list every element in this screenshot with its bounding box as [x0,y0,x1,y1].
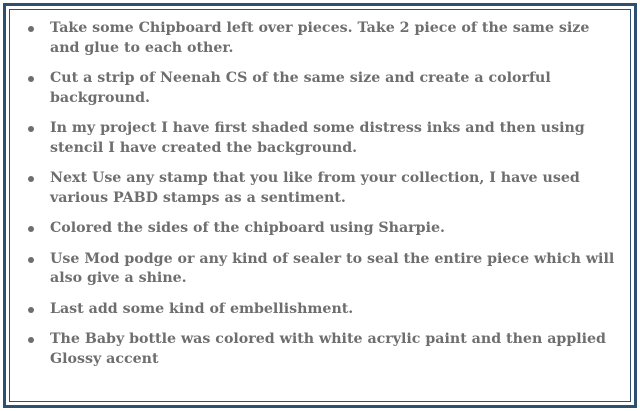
list-item [10,69,630,108]
step-text: In my project I have first shaded some distress inks and then using stencil I have created the background. [50,120,585,156]
instruction-list [10,19,630,380]
bullet-icon [28,26,34,32]
instructions-frame [3,3,637,408]
list-item [10,169,630,208]
list-item [10,330,630,369]
instructions-inner-border [9,9,631,402]
step-text: Colored the sides of the chipboard using Sharpie. [50,220,445,236]
list-item [10,19,630,58]
bullet-icon [28,76,34,82]
bullet-icon [28,307,34,313]
step-text: Next Use any stamp that you like from your collection, I have used various PABD stamps as a sentiment. [50,170,580,206]
step-text: Use Mod podge or any kind of sealer to seal the entire piece which will also give a shine. [50,250,615,286]
step-text: Last add some kind of embellishment. [50,300,354,317]
list-item [10,119,630,158]
bullet-icon [28,226,34,232]
list-item [10,300,630,320]
list-item [10,250,630,289]
bullet-icon [28,176,34,182]
step-text: Cut a strip of Neenah CS of the same size and create a colorful background. [50,70,551,106]
bullet-icon [28,126,34,132]
step-text: Take some Chipboard left over pieces. Take 2 piece of the same size and glue to each other. [50,20,590,56]
step-text: The Baby bottle was colored with white acrylic paint and then applied Glossy accent [50,331,606,367]
bullet-icon [28,257,34,263]
list-item [10,219,630,239]
bullet-icon [28,337,34,343]
